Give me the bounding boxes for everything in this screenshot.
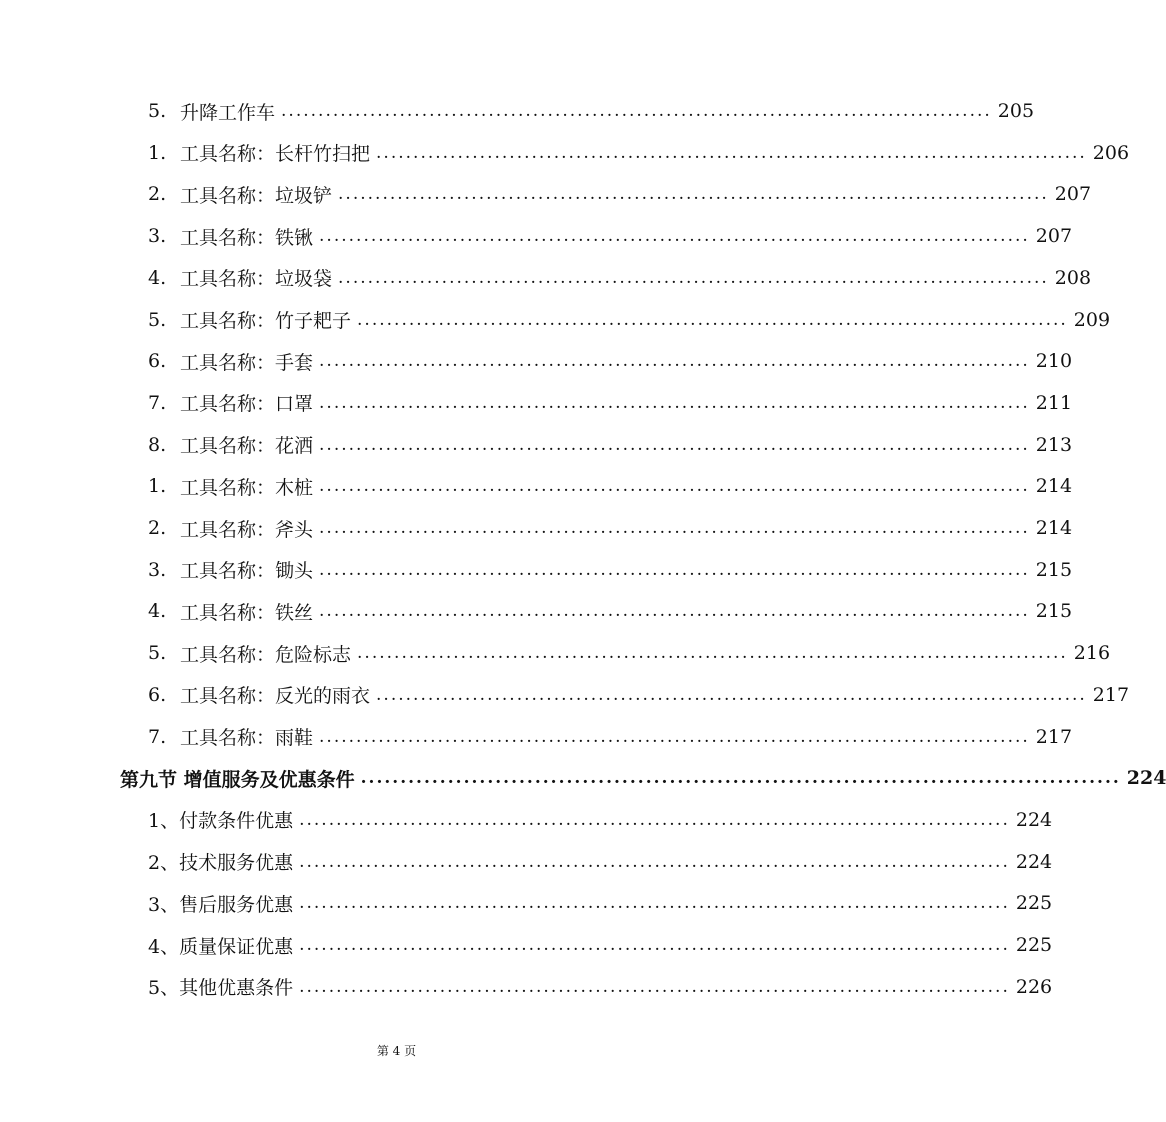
toc-entry-number: 3.: [148, 558, 167, 581]
toc-leader-dots: ................................................................................................: [319, 476, 1030, 497]
toc-entry[interactable]: [148, 888, 1053, 918]
toc-entry[interactable]: [148, 680, 1130, 710]
toc-entry-page-number: 213: [1035, 433, 1073, 456]
toc-entry-title: 5、其他优惠条件: [148, 977, 294, 1000]
toc-entry-title: 工具名称：锄头: [180, 560, 314, 583]
toc-entry-title: 2、技术服务优惠: [148, 852, 294, 875]
toc-entry-page-number: 207: [1035, 225, 1073, 248]
toc-leader-dots: ................................................................................................: [299, 893, 1010, 914]
toc-leader-dots: ................................................................................................: [319, 518, 1030, 538]
toc-leader-dots: ................................................................................................: [281, 101, 992, 121]
toc-entry-number: 2.: [148, 183, 167, 206]
toc-entry-page-number: 215: [1035, 558, 1073, 581]
toc-entry[interactable]: [148, 430, 1073, 460]
toc-entry[interactable]: [148, 388, 1073, 418]
toc-entry-number: 1.: [148, 141, 167, 164]
toc-entry[interactable]: [148, 596, 1073, 626]
toc-entry[interactable]: [148, 221, 1073, 251]
toc-entry-title: 工具名称：垃圾袋: [180, 268, 333, 291]
toc-entry-page-number: 208: [1054, 266, 1092, 289]
toc-leader-dots: ................................................................................................: [338, 184, 1049, 205]
toc-entry-title: 3、售后服务优惠: [148, 893, 294, 916]
toc-entry[interactable]: [148, 179, 1092, 209]
toc-leader-dots: ................................................................................................: [299, 935, 1010, 955]
toc-entry-title: 4、质量保证优惠: [148, 935, 294, 958]
toc-entry-title: 1、付款条件优惠: [148, 810, 294, 833]
toc-entry-title: 工具名称：长杆竹扫把: [180, 143, 371, 166]
toc-entry[interactable]: [148, 805, 1053, 835]
toc-entry-title: 工具名称：铁丝: [180, 601, 314, 624]
toc-entry-number: 7.: [148, 391, 167, 414]
toc-leader-dots: ................................................................................................: [319, 726, 1030, 747]
page-footer: 第 4 页: [376, 1044, 417, 1058]
toc-entry[interactable]: [148, 847, 1053, 877]
toc-entry-title: 工具名称：铁锹: [180, 226, 314, 249]
toc-entry-page-number: 226: [1015, 975, 1053, 998]
toc-entry-page-number: 214: [1035, 517, 1073, 539]
toc-entry-page-number: 209: [1073, 308, 1111, 331]
toc-entry[interactable]: [148, 305, 1111, 335]
toc-entry[interactable]: [148, 96, 1035, 126]
toc-entry-page-number: 214: [1035, 475, 1073, 498]
toc-entry-page-number: 225: [1015, 934, 1053, 956]
toc-entry-number: 6.: [148, 350, 167, 373]
toc-entry-number: 3.: [148, 225, 167, 248]
toc-entry-title: 工具名称：反光的雨衣: [180, 685, 371, 708]
toc-leader-dots: ................................................................................................: [376, 684, 1087, 705]
toc-entry-page-number: 216: [1073, 642, 1111, 665]
toc-entry-number: 5.: [148, 642, 167, 665]
toc-entry-title: 第九节 增值服务及优惠条件: [120, 768, 355, 791]
toc-leader-dots: ................................................................................................: [319, 351, 1030, 372]
toc-entry-page-number: 215: [1035, 600, 1073, 623]
toc-entry-page-number: 205: [997, 100, 1035, 122]
toc-entry-number: 7.: [148, 725, 167, 748]
toc-entry-page-number: 217: [1092, 683, 1130, 706]
toc-leader-dots: ................................................................................................: [319, 226, 1030, 247]
toc-entry-page-number: 211: [1035, 391, 1073, 414]
toc-leader-dots: ................................................................................................: [357, 643, 1068, 664]
toc-entry-title: 工具名称：危险标志: [180, 643, 352, 666]
toc-entry[interactable]: [148, 638, 1111, 668]
toc-entry-number: 5.: [148, 100, 167, 122]
toc-leader-dots: ................................................................................................: [319, 434, 1030, 455]
toc-entry-title: 工具名称：竹子耙子: [180, 310, 352, 332]
toc-leader-dots: ................................................................................................: [319, 392, 1030, 413]
toc-entry[interactable]: [148, 513, 1073, 543]
toc-entry[interactable]: [148, 263, 1092, 293]
toc-entry-number: 4.: [148, 600, 167, 623]
toc-entry-number: 8.: [148, 433, 167, 456]
toc-entry-title: 工具名称：花洒: [180, 435, 314, 458]
toc-entry-page-number: 224: [1015, 808, 1053, 831]
toc-leader-dots: ................................................................................................: [319, 601, 1030, 622]
toc-entry-title: 工具名称：木桩: [180, 476, 314, 499]
toc-leader-dots: ................................................................................................: [360, 768, 1121, 789]
toc-entry-page-number: 210: [1035, 350, 1073, 373]
toc-entry-title: 工具名称：口罩: [180, 393, 314, 416]
toc-leader-dots: ................................................................................................: [376, 142, 1087, 163]
toc-entry-number: 5.: [148, 308, 167, 331]
toc-leader-dots: ................................................................................................: [338, 267, 1049, 288]
toc-entry[interactable]: [148, 471, 1073, 501]
toc-entry-page-number: 207: [1054, 183, 1092, 206]
toc-entry[interactable]: [148, 722, 1073, 752]
toc-entry-title: 工具名称：垃圾铲: [180, 184, 333, 207]
toc-entry-title: 工具名称：雨鞋: [180, 727, 314, 749]
toc-leader-dots: ................................................................................................: [299, 809, 1010, 830]
toc-entry-page-number: 225: [1015, 892, 1053, 915]
toc-entry-title: 工具名称：手套: [180, 351, 314, 374]
toc-entry[interactable]: [148, 930, 1053, 960]
toc-entry[interactable]: [148, 972, 1053, 1002]
toc-section-entry[interactable]: [120, 763, 1166, 793]
toc-leader-dots: ................................................................................................: [299, 851, 1010, 872]
toc-entry-number: 2.: [148, 517, 167, 539]
toc-entry[interactable]: [148, 346, 1073, 376]
toc-entry-number: 1.: [148, 475, 167, 498]
toc-entry-page-number: 224: [1015, 850, 1053, 873]
toc-entry-page-number: 206: [1092, 141, 1130, 164]
toc-entry[interactable]: [148, 555, 1073, 585]
toc-entry-number: 6.: [148, 683, 167, 706]
toc-leader-dots: ................................................................................................: [357, 309, 1068, 330]
toc-leader-dots: ................................................................................................: [299, 976, 1010, 997]
toc-entry-page-number: 224: [1126, 767, 1166, 790]
toc-leader-dots: ................................................................................................: [319, 559, 1030, 580]
toc-entry-title: 升降工作车: [180, 101, 276, 124]
toc-entry-number: 4.: [148, 266, 167, 289]
toc-entry-page-number: 217: [1035, 725, 1073, 748]
toc-entry-title: 工具名称：斧头: [180, 518, 314, 541]
toc-entry[interactable]: [148, 138, 1130, 168]
